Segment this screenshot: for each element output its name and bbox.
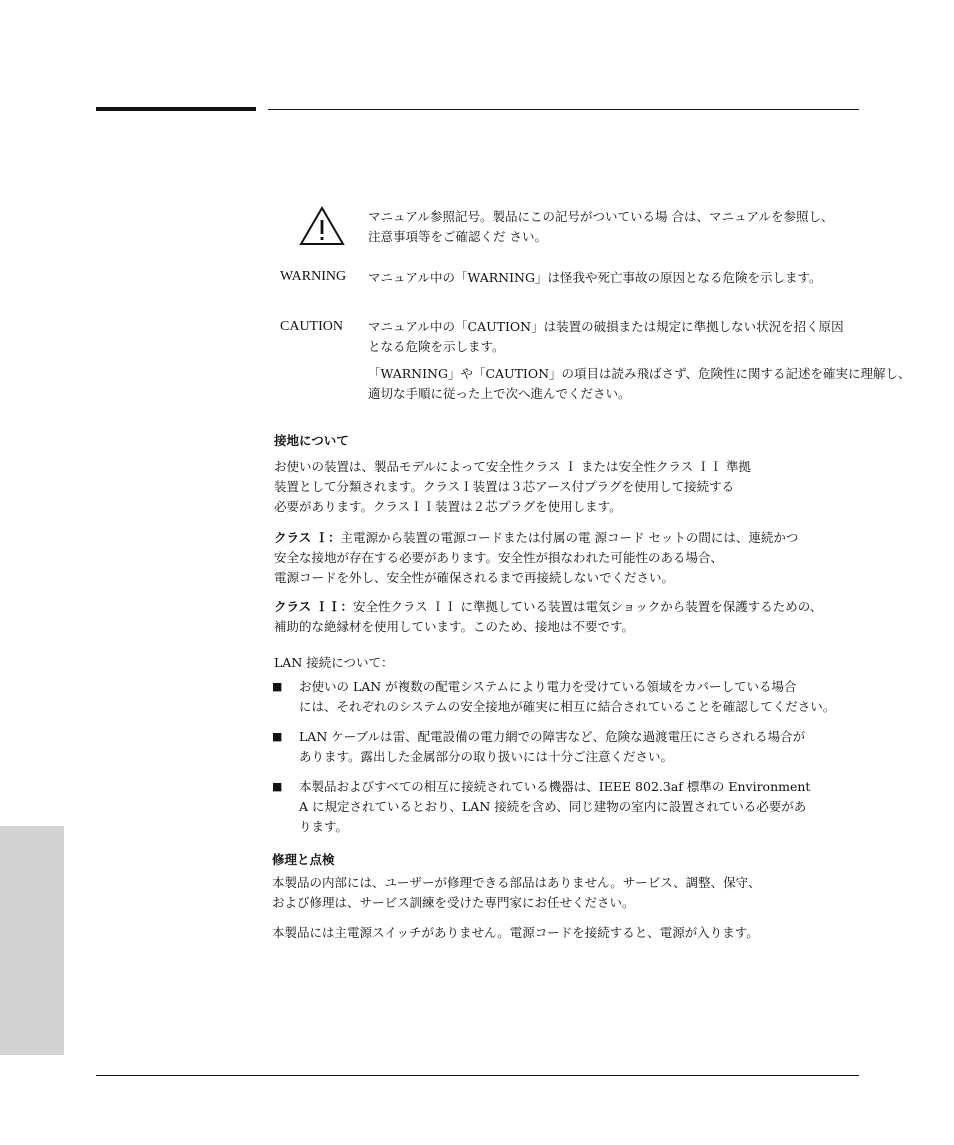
chapter-side-tab: [0, 826, 64, 1055]
class2-label: クラス ＩＩ：: [274, 599, 353, 614]
footer-rule: [96, 1075, 859, 1076]
power-switch-note: 本製品には主電源スイッチがありません。電源コードを接続すると、電源が入ります。: [272, 925, 759, 940]
bullet-icon: ■: [272, 780, 283, 793]
warning-label: WARNING: [280, 269, 347, 284]
warning-text: マニュアル中の「WARNING」は怪我や死亡事故の原因となる危険を示します。: [368, 270, 822, 285]
caution-text: マニュアル中の「CAUTION」は装置の破損または規定に準拠しない状況を招く原因 となる危険を示します。: [368, 319, 844, 354]
class1-label: クラス Ｉ：: [274, 530, 341, 545]
warning-caution-note: 「WARNING」や「CAUTION」の項目は読み飛ばさず、危険性に関する記述を確実に理解し、 適切な手順に従った上で次へ進んでください。: [368, 366, 911, 401]
header-rule-thick: [96, 107, 256, 111]
bullet-icon: ■: [272, 680, 283, 693]
lan-item-3: 本製品およびすべての相互に接続されている機器は、IEEE 802.3af 標準の Environment A に規定されているとおり、LAN 接続を含め、同じ建物の室内に設置されている必要があ ります。: [299, 779, 811, 834]
manual-symbol-text: マニュアル参照記号。製品にこの記号がついている場 合は、マニュアルを参照し、 注意事項等をご確認くだ さい。: [368, 209, 834, 244]
warning-triangle-icon: [298, 205, 346, 251]
grounding-class2: クラス ＩＩ：安全性クラス ＩＩ に準拠している装置は電気ショックから装置を保護するための、 補助的な絶縁材を使用しています。このため、接地は不要です。: [274, 599, 823, 634]
grounding-class1: クラス Ｉ：主電源から装置の電源コードまたは付属の電 源コード セットの間には、連続かつ 安全な接地が存在する必要があります。安全性が損なわれた可能性のある場合、 電源コードを外し、安全性が確保されるまで再接続しないでください。: [274, 530, 799, 585]
lan-title: LAN 接続について：: [274, 655, 394, 670]
grounding-title: 接地について: [274, 433, 349, 448]
service-text: 本製品の内部には、ユーザーが修理できる部品はありません。サービス、調整、保守、 および修理は、サービス訓練を受けた専門家にお任せください。: [272, 875, 761, 910]
grounding-intro: お使いの装置は、製品モデルによって安全性クラス Ｉ または安全性クラス ＩＩ 準拠 装置として分類されます。クラスＩ装置は３芯アース付プラグを使用して接続する 必要があります。クラスＩＩ装置は２芯プラグを使用します。: [274, 459, 752, 514]
header-rule-thin: [268, 109, 859, 110]
bullet-icon: ■: [272, 730, 283, 743]
lan-item-2: LAN ケーブルは雷、配電設備の電力網での障害など、危険な過渡電圧にさらされる場合が あります。露出した金属部分の取り扱いには十分ご注意ください。: [299, 729, 806, 764]
lan-item-1: お使いの LAN が複数の配電システムにより電力を受けている領域をカバーしている場合 には、それぞれのシステムの安全接地が確実に相互に結合されていることを確認してください。: [299, 679, 836, 714]
service-title: 修理と点検: [272, 852, 335, 867]
caution-label: CAUTION: [280, 319, 343, 334]
